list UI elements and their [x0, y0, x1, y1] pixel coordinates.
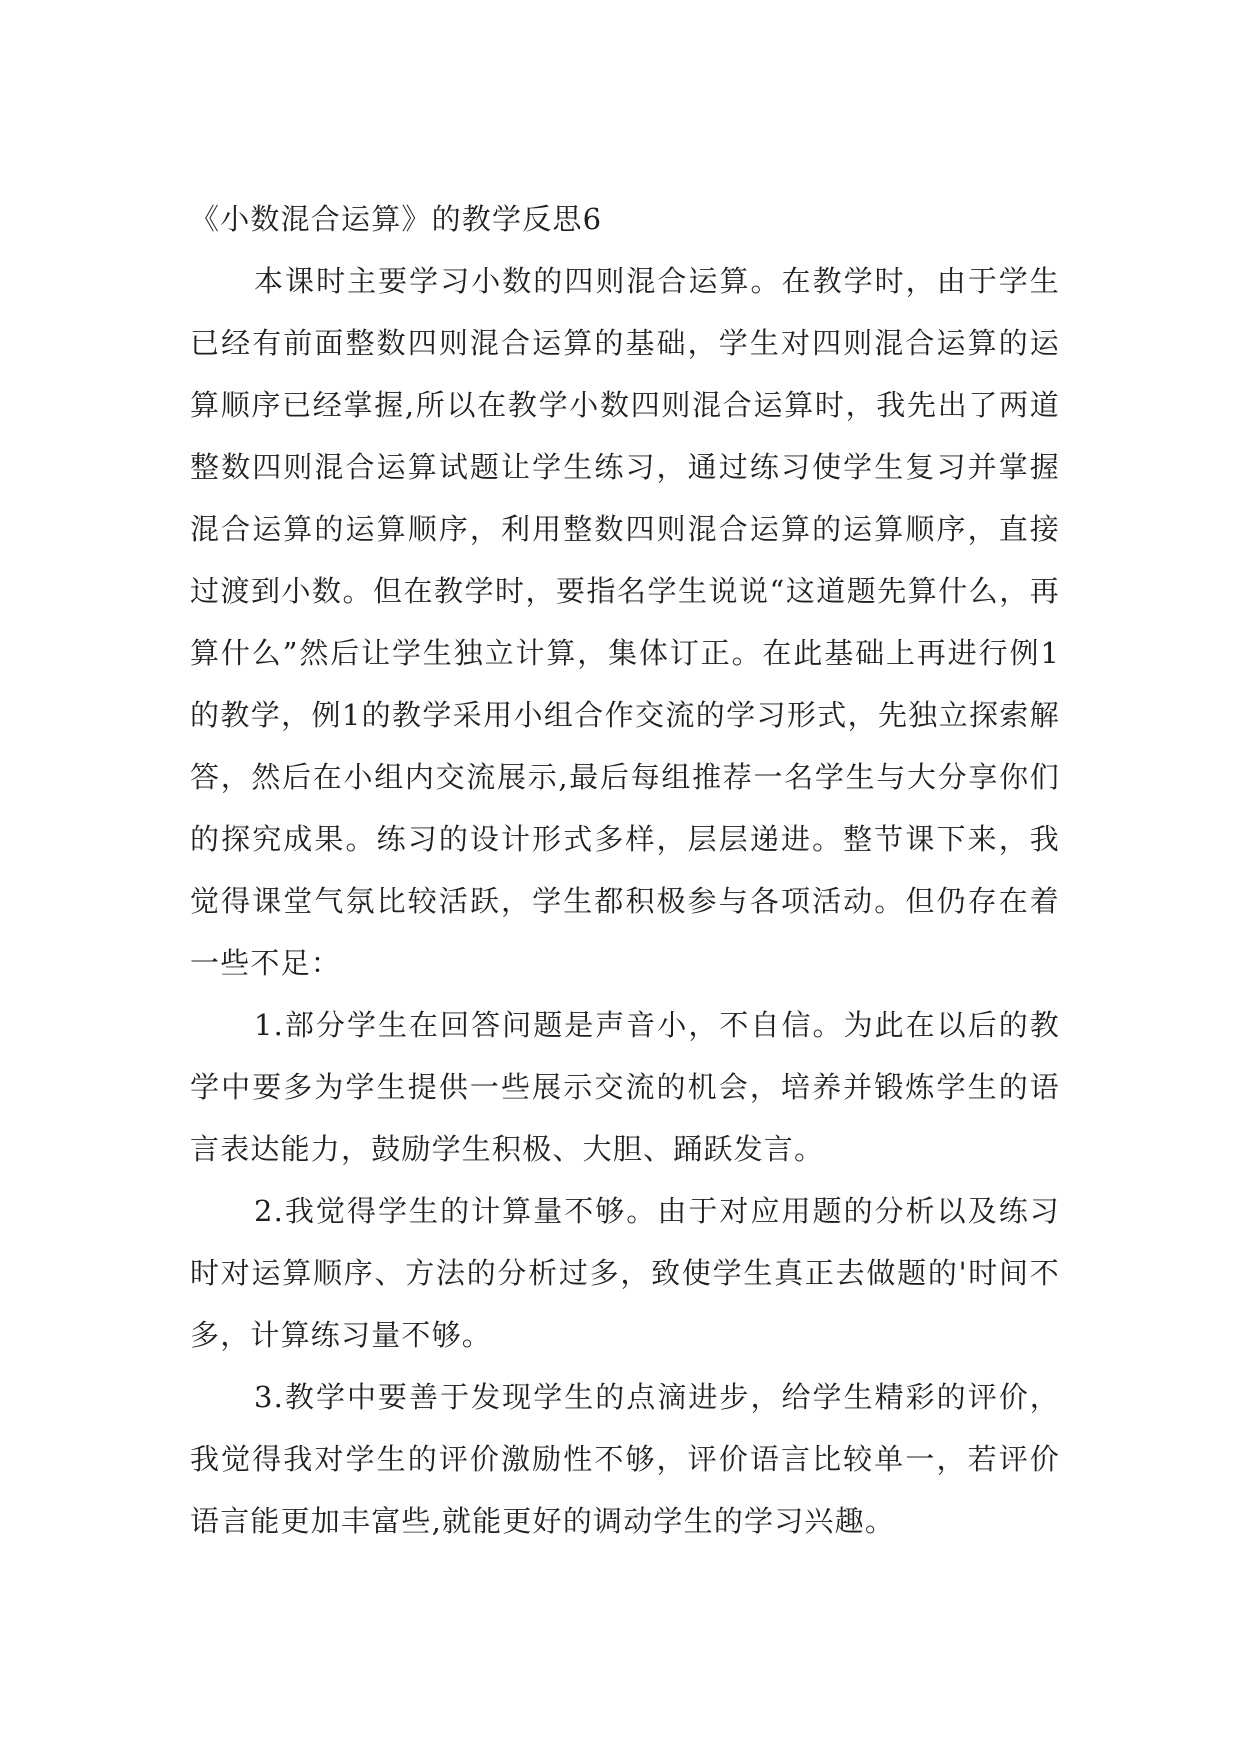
list-item-3: 3.教学中要善于发现学生的点滴进步，给学生精彩的评价，我觉得我对学生的评价激励性不够，评价语言比较单一，若评价语言能更加丰富些,就能更好的调动学生的学习兴趣。	[190, 1380, 1060, 1538]
document-title: 《小数混合运算》的教学反思6	[190, 202, 603, 236]
list-item-2: 2.我觉得学生的计算量不够。由于对应用题的分析以及练习时对运算顺序、方法的分析过多，致使学生真正去做题的'时间不多，计算练习量不够。	[190, 1194, 1060, 1352]
list-item-1: 1.部分学生在回答问题是声音小，不自信。为此在以后的教学中要多为学生提供一些展示交流的机会，培养并锻炼学生的语言表达能力，鼓励学生积极、大胆、踊跃发言。	[190, 1008, 1060, 1166]
document-page	[190, 196, 1060, 1552]
body-paragraph: 本课时主要学习小数的四则混合运算。在教学时，由于学生已经有前面整数四则混合运算的基础，学生对四则混合运算的运算顺序已经掌握,所以在教学小数四则混合运算时，我先出了两道整数四则混合运算试题让学生练习，通过练习使学生复习并掌握混合运算的运算顺序，利用整数四则混合运算的运算顺序，直接过渡到小数。但在教学时，要指名学生说说“这道题先算什么，再算什么”然后让学生独立计算，集体订正。在此基础上再进行例1的教学，例1的教学采用小组合作交流的学习形式，先独立探索解答，然后在小组内交流展示,最后每组推荐一名学生与大分享你们的探究成果。练习的设计形式多样，层层递进。整节课下来，我觉得课堂气氛比较活跃，学生都积极参与各项活动。但仍存在着一些不足：	[190, 264, 1060, 980]
